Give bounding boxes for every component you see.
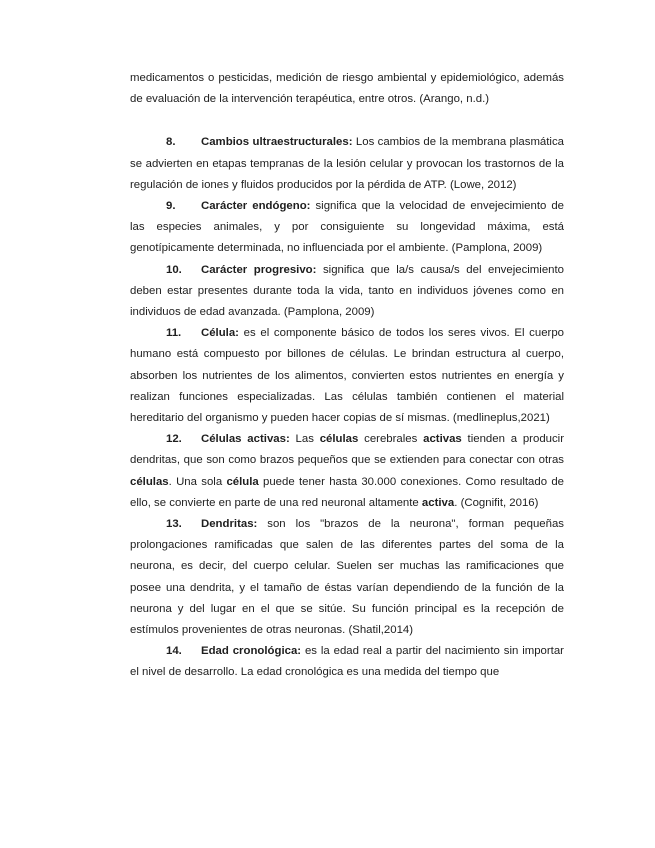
glossary-entry-14 [130, 641, 564, 683]
entry-number: 11. [166, 327, 182, 340]
entry-definition: es la edad real a partir del nacimiento sin importar el nivel de desarrollo. La edad cronológica es una medida del tiempo que [130, 645, 564, 679]
entry-term: Célula: [201, 327, 239, 340]
glossary-entry-9 [130, 196, 564, 260]
definition-part-bold: activas [423, 433, 462, 446]
definition-part: tienden a producir dendritas, que son como brazos pequeños que se extienden para conectar con otras [130, 433, 565, 467]
entry-term: Células activas: [201, 433, 290, 446]
intro-paragraph: medicamentos o pesticidas, medición de riesgo ambiental y epidemiológico, además de evaluación de la intervención terapéutica, entre otros. (Arango, n.d.) [130, 72, 564, 106]
entry-term: Cambios ultraestructurales: [201, 136, 353, 149]
entry-definition: es el componente básico de todos los seres vivos. El cuerpo humano está compuesto por billones de células. Le brindan estructura al cuerpo, absorben los nutrientes de los alimentos, convierten estos nutrientes en energía y realizan funciones especializadas. Las células también contienen el material hereditario del organismo y pueden hacer copias de sí mismas. (medlineplus,2021) [130, 327, 564, 425]
document-page [130, 68, 564, 684]
entry-term: Carácter endógeno: [201, 200, 311, 213]
paragraph-gap [130, 110, 564, 132]
definition-part: puede tener hasta 30.000 conexiones. Como resultado de ello, se convierte en parte de una red neuronal altamente [130, 475, 564, 509]
glossary-entry-8 [130, 132, 564, 196]
glossary-entry-10 [130, 260, 564, 324]
definition-part-bold: célula [226, 475, 259, 488]
entry-number: 13. [166, 518, 182, 531]
definition-part: cerebrales [358, 433, 424, 446]
entry-number: 10. [166, 263, 182, 276]
entry-term: Dendritas: [201, 518, 258, 531]
definition-part-bold: activa [421, 496, 455, 509]
definition-part: Las [289, 433, 320, 446]
entry-number: 9. [166, 200, 176, 213]
entry-definition: Los cambios de la membrana plasmática se advierten en etapas tempranas de la lesión celular y provocan los trastornos de la regulación de iones y fluidos producidos por la pérdida de ATP. (Lowe, 2012) [130, 136, 564, 191]
glossary-entry-13 [130, 514, 564, 641]
entry-number: 12. [166, 433, 182, 446]
definition-part: . Una sola [168, 475, 227, 488]
definition-part-bold: células [130, 475, 169, 488]
glossary-entry-11 [130, 323, 564, 429]
entry-number: 14. [166, 645, 182, 658]
entry-term: Carácter progresivo: [201, 263, 317, 276]
entry-definition: significa que la/s causa/s del envejecimiento deben estar presentes durante toda la vida, tanto en individuos jóvenes como en individuos de edad avanzada. (Pamplona, 2009) [130, 263, 564, 319]
glossary-entry-12 [130, 429, 564, 514]
entry-term: Edad cronológica: [201, 645, 302, 658]
entry-definition: son los "brazos de la neurona", forman pequeñas prolongaciones ramificadas que salen de las diferentes partes del soma de la neurona, es decir, del cuerpo celular. Suelen ser muchas las ramificaciones que posee una dendrita, y el tamaño de éstas varían dependiendo de la función de la neurona y del lugar en el que se sitúe. Su función principal es la recepción de estímulos provenientes de otras neuronas. (Shatil,2014) [130, 518, 564, 637]
definition-part: . (Cognifit, 2016) [454, 496, 539, 509]
entry-number: 8. [166, 136, 176, 149]
entry-definition: significa que la velocidad de envejecimiento de las especies animales, y por consiguiente su longevidad máxima, está genotípicamente determinada, no influenciada por el ambiente. (Pamplona, 2009) [130, 200, 564, 255]
definition-part-bold: células [319, 433, 359, 446]
